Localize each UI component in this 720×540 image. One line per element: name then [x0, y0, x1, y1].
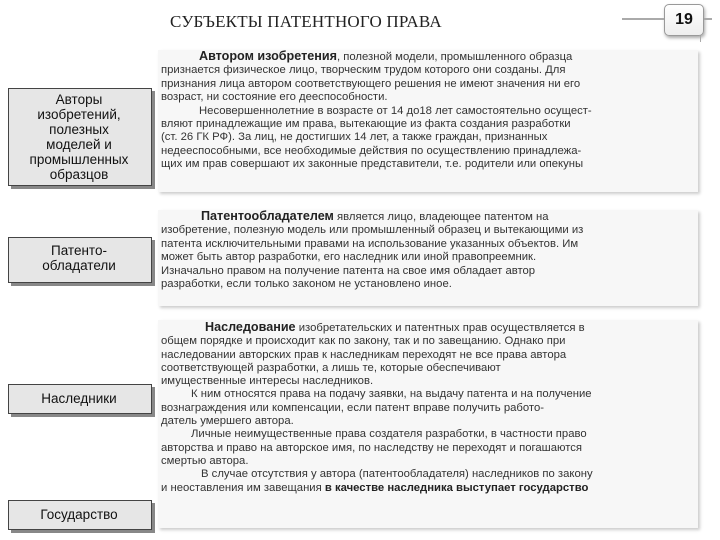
state-label: Государство [40, 507, 118, 522]
heirs-line: наследовании авторских прав к наследникам переходят не все права автора [161, 348, 567, 361]
holders-line: Изначально правом на получение патента на свое имя обладает автор [161, 264, 536, 277]
holders-label [8, 243, 150, 273]
authors-text [161, 50, 701, 172]
heirs-line: Личные неимущественные права создателя разработки, в частности право [191, 428, 587, 441]
holders-first-tail: является лицо, владеющее патентом на [333, 211, 549, 223]
heirs-text [161, 321, 701, 495]
authors-line: Несовершеннолетние в возрасте от 14 до18 лет самостоятельно осущест- [199, 104, 592, 117]
heirs-heading: Наследование [205, 320, 296, 334]
heirs-line: вознаграждения или компенсации, если патент вправе получить работо- [161, 401, 544, 414]
authors-first-line [161, 50, 701, 64]
heirs-line: смертью автора. [161, 454, 249, 467]
holders-line: изобретение, полезную модель или промышленный образец и вытекающими из [161, 224, 584, 237]
holders-label-line: Патенто- [51, 243, 107, 258]
heirs-line: датель умершего автора. [161, 415, 294, 428]
authors-line: щих им прав совершают их законные представители, т.е. родители или опекуны [161, 158, 584, 171]
authors-line: признается физическое лицо, творческим трудом которого они созданы. Для [161, 64, 566, 77]
heirs-label: Наследники [41, 391, 117, 406]
authors-label [8, 92, 150, 182]
holders-label-line: обладатели [42, 258, 116, 273]
heirs-line: В случае отсутствия у автора (патентообладателя) наследников по закону [201, 468, 593, 481]
authors-line: недееспособными, все необходимые действия по осуществлению принадлежа- [161, 144, 582, 157]
holders-line: патента исключительными правами на использование указанных объектов. Им [161, 237, 579, 250]
authors-label-line: моделей и [46, 137, 112, 152]
authors-label-line: полезных [49, 122, 109, 137]
heirs-line: общем порядке и происходит как по закону, так и по завещанию. Однако при [161, 335, 566, 348]
authors-line: возраст, ни состояние его дееспособности. [161, 91, 388, 104]
heirs-line: авторства и право на авторское имя, по наследству не переходят и погашаются [161, 441, 583, 454]
heirs-line: имущественные интересы наследников. [161, 375, 374, 388]
authors-heading: Автором изобретения [199, 49, 337, 63]
authors-label-line: Авторы [55, 92, 103, 107]
heirs-first-tail: изобретательских и патентных прав осуществляется в [295, 322, 585, 334]
heirs-first-line [161, 321, 701, 335]
heirs-last-emphasis: в качестве наследника выступает государство [324, 481, 589, 494]
authors-first-tail: , полезной модели, промышленного образца [336, 51, 573, 63]
authors-label-line: промышленных [29, 152, 129, 167]
holders-line: может быть автор разработки, его наследник или иной правопреемник. [161, 251, 537, 264]
authors-line: (ст. 26 ГК РФ). За лиц, не достигших 14 лет, а также граждан, признанных [161, 131, 548, 144]
page-title: СУБЪЕКТЫ ПАТЕНТНОГО ПРАВА [170, 12, 442, 31]
heirs-last-plain: и неоставления им завещания [161, 481, 325, 494]
slide-number-badge: 19 [664, 4, 704, 36]
authors-line: вляют принадлежащие им права, вытекающие из факта создания разработки [161, 118, 571, 131]
heirs-last-line [161, 482, 701, 495]
heirs-line: соответствующей разработки, а лишь те, которые обеспечивают [161, 361, 501, 374]
holders-line: разработки, если только законом не установлено иное. [161, 278, 452, 291]
holders-heading: Патентообладателем [201, 209, 334, 223]
authors-line: признания лица автором соответствующего решения не имеют значения ни его [161, 77, 581, 90]
authors-label-line: изобретений, [37, 107, 121, 122]
authors-label-line: образцов [49, 167, 109, 182]
heirs-line: К ним относятся права на подачу заявки, на выдачу патента и на получение [191, 388, 592, 401]
holders-first-line [161, 210, 701, 224]
holders-text [161, 210, 701, 291]
